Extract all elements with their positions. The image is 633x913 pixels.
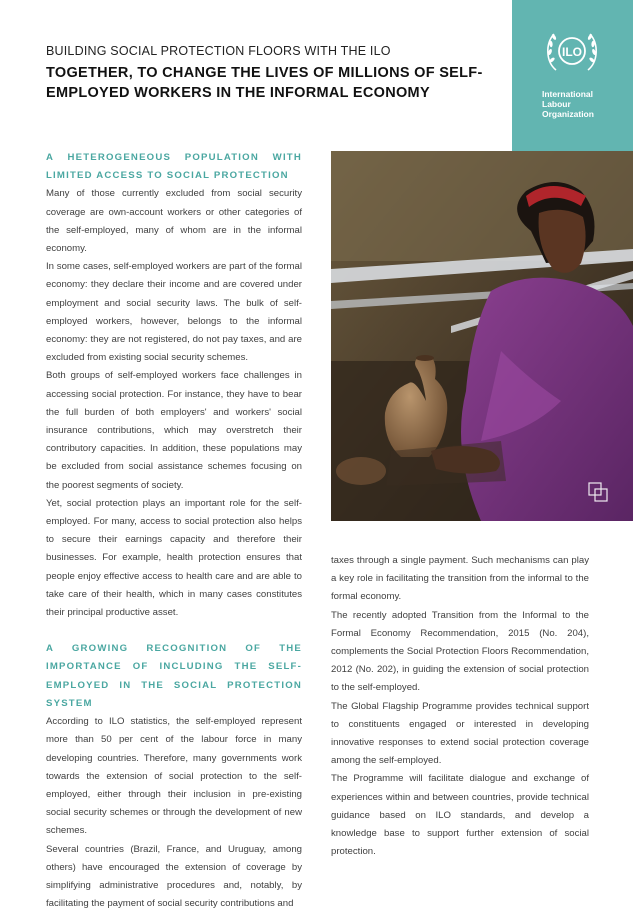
logo-line-3: Organization <box>542 109 594 119</box>
section1-paragraph-4: Yet, social protection plays an important role for the self-employed. For many, access to social protection also helps to secure their earnings capacity and therefore their businesses. For example, health protection ensures that people enjoy effective access to health care and are able to take care of their health, which in many cases constitutes their principal productive asset. <box>46 497 302 619</box>
pottery-woman-image <box>331 151 633 521</box>
section2-heading: A GROWING RECOGNITION OF THE IMPORTANCE OF INCLUDING THE SELF-EMPLOYED IN THE SOCIAL PROTECTION SYSTEM <box>46 643 302 709</box>
section1-paragraph-1: Many of those currently excluded from social security coverage are own-account workers or other categories of the self-employed, many of whom are in the informal economy. <box>46 188 302 255</box>
ilo-emblem-icon <box>542 26 602 76</box>
section2-paragraph-3: The recently adopted Transition from the Informal to the Formal Economy Recommendation, 2015 (No. 204), complements the Social Protection Floors Recommendation, 2012 (No. 202), in guiding the extension of social protection to the self-employed. <box>331 609 589 694</box>
section2-paragraph-2-start: Several countries (Brazil, France, and Uruguay, among others) have encouraged the extension of coverage by simplifying administrative procedures and, notably, by facilitating the payment of social security contributions and <box>46 843 302 910</box>
section1-paragraph-3: Both groups of self-employed workers face challenges in accessing social protection. For instance, they have to bear the full burden of both employers' and workers' social insurance contributions, which may overstretch their contributory capacities. In addition, these populations may be excluded from social assistance schemes focusing on the poorest segments of society. <box>46 370 302 491</box>
ilo-wordmark <box>542 89 630 119</box>
section1-paragraph-2: In some cases, self-employed workers are part of the formal economy: they declare their income and are covered under employment and social security laws. The bulk of self-employed workers, however, belongs to the informal economy: they are not registered, do not pay taxes, and are excluded from existing social security schemes. <box>46 261 302 364</box>
artisan-photo <box>331 151 633 521</box>
logo-line-2: Labour <box>542 99 571 109</box>
section2-paragraph-5: The Programme will facilitate dialogue and exchange of experiences within and between countries, provide technical guidance based on ILO standards, and develop a knowledge base to support further extension of social protection. <box>331 773 589 858</box>
emblem-text: ILO <box>562 45 582 59</box>
section1-heading: A HETEROGENEOUS POPULATION WITH LIMITED ACCESS TO SOCIAL PROTECTION <box>46 152 302 182</box>
left-column <box>46 149 302 913</box>
page-title: TOGETHER, TO CHANGE THE LIVES OF MILLIONS OF SELF-EMPLOYED WORKERS IN THE INFORMAL ECONOMY <box>46 65 483 101</box>
logo-line-1: International <box>542 89 594 99</box>
section2-paragraph-4: The Global Flagship Programme provides technical support to constituents engaged or interested in developing innovative responses to extend social protection coverage among the self-employed. <box>331 700 589 767</box>
page-kicker: BUILDING SOCIAL PROTECTION FLOORS WITH THE ILO <box>46 44 391 58</box>
right-column <box>331 552 589 861</box>
ilo-logo-block <box>512 0 633 151</box>
section2-paragraph-2-end: taxes through a single payment. Such mechanisms can play a key role in facilitating the transition from the informal to the formal economy. <box>331 555 589 603</box>
section2-paragraph-1: According to ILO statistics, the self-employed represent more than 50 per cent of the labour force in many developing countries. Therefore, many governments work towards the extension of social protection to the self-employed, either through their inclusion in pre-existing social security schemes or through the development of new schemes. <box>46 716 302 837</box>
